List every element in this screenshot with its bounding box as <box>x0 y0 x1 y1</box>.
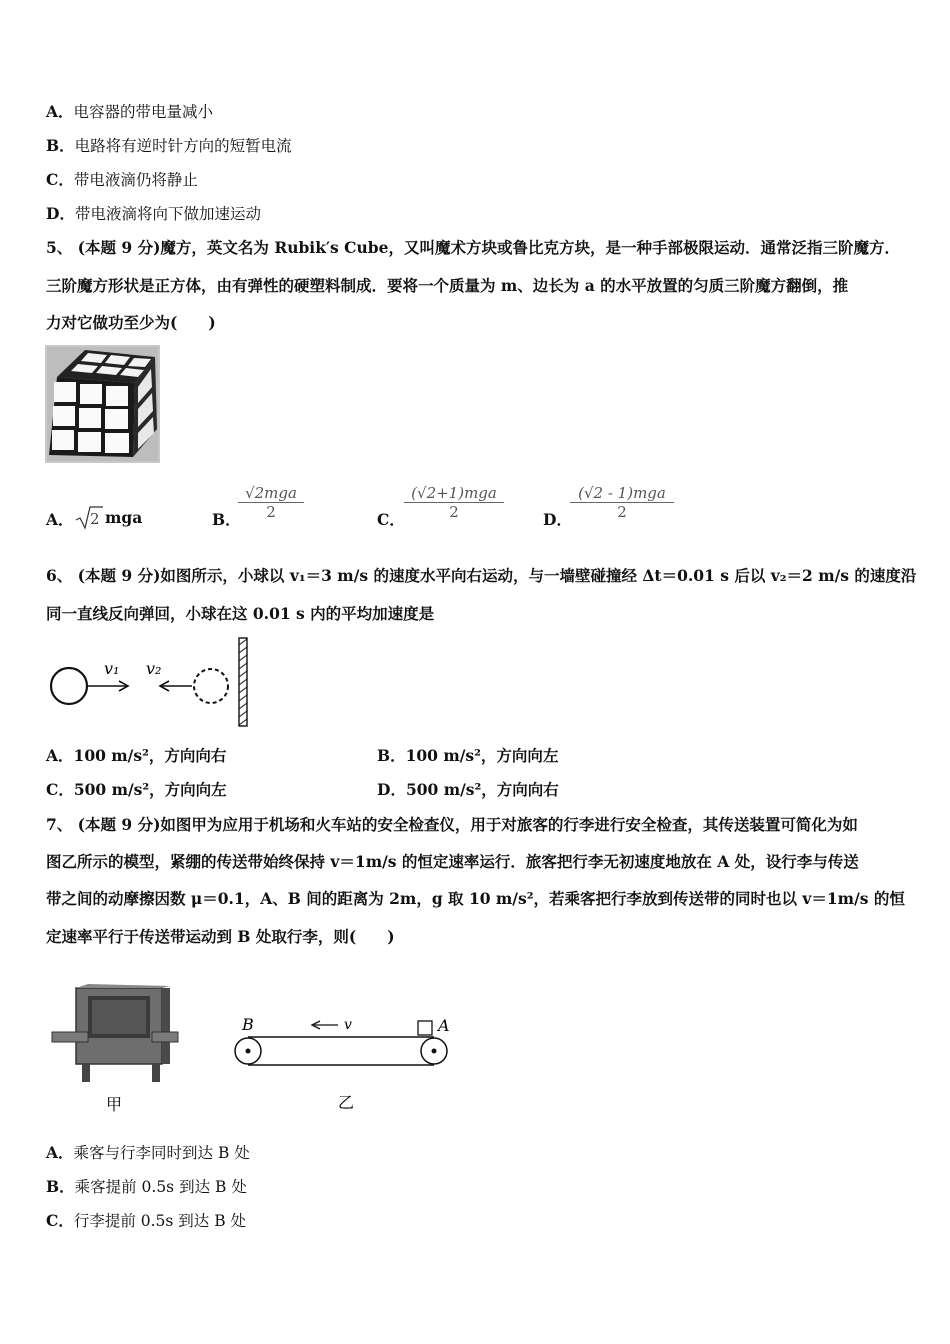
q6-option-a: A．100 m/s²，方向向右 <box>46 746 227 765</box>
security-scanner-image <box>48 982 180 1117</box>
v1-label: v₁ <box>104 659 120 678</box>
q4-option-a: A．电容器的带电量减小 <box>46 102 214 121</box>
q7-option-c: C．行李提前 0.5s 到达 B 处 <box>46 1211 247 1230</box>
q5-stem-line1: 5、 (本题 9 分)魔方，英文名为 Rubik′s Cube，又叫魔术方块或鲁比克方块，是一种手部极限运动．通常泛指三阶魔方． <box>46 238 900 257</box>
q5-option-a-label: A． <box>46 510 74 529</box>
q5-option-d-label: D． <box>543 510 572 529</box>
fig-jia-label: 甲 <box>106 1095 123 1114</box>
q5-option-d-fraction: (√2 - 1)mga 2 <box>570 484 674 521</box>
point-b-label: B <box>242 1015 254 1034</box>
q7-option-a: A．乘客与行李同时到达 B 处 <box>46 1143 250 1162</box>
q7-option-b: B．乘客提前 0.5s 到达 B 处 <box>46 1177 247 1196</box>
q5-stem-line2: 三阶魔方形状是正方体，由有弹性的硬塑料制成．要将一个质量为 m、边长为 a 的水平放置的匀质三阶魔方翻倒，推 <box>46 276 849 295</box>
q5-option-c-label: C． <box>377 510 405 529</box>
q5-option-c-fraction: (√2+1)mga 2 <box>404 484 504 521</box>
q5-stem-line3: 力对它做功至少为( ) <box>46 313 216 332</box>
q4-option-c: C．带电液滴仍将静止 <box>46 170 198 189</box>
q7-stem-line3: 带之间的动摩擦因数 μ＝0.1，A、B 间的距离为 2m，g 取 10 m/s²，若乘客把行李放到传送带的同时也以 v＝1m/s 的恒 <box>46 889 905 908</box>
q5-option-a-radicand: 2 <box>90 510 100 528</box>
point-a-label: A <box>438 1016 450 1035</box>
q6-option-b: B．100 m/s²，方向向左 <box>377 746 559 765</box>
q4-option-d: D．带电液滴将向下做加速运动 <box>46 204 261 223</box>
q5-option-a-text: mga <box>105 508 143 527</box>
q5-option-b-fraction: √2mga 2 <box>238 484 304 521</box>
ball-solid <box>51 668 87 704</box>
ball-dashed <box>194 669 228 703</box>
q6-stem-line2: 同一直线反向弹回，小球在这 0.01 s 内的平均加速度是 <box>46 604 435 623</box>
q6-option-c: C．500 m/s²，方向向左 <box>46 780 227 799</box>
luggage-box <box>418 1021 432 1035</box>
conveyor-belt-diagram <box>230 1010 460 1120</box>
q4-option-b: B．电路将有逆时针方向的短暂电流 <box>46 136 292 155</box>
q7-stem-line2: 图乙所示的模型，紧绷的传送带始终保持 v＝1m/s 的恒定速率运行．旅客把行李无初速度地放在 A 处，设行李与传送 <box>46 852 859 871</box>
fig-yi-label: 乙 <box>338 1093 355 1112</box>
q6-option-d: D．500 m/s²，方向向右 <box>377 780 559 799</box>
q7-stem-line4: 定速率平行于传送带运动到 B 处取行李，则( ) <box>46 927 395 946</box>
q7-stem-line1: 7、 (本题 9 分)如图甲为应用于机场和火车站的安全检查仪，用于对旅客的行李进行安全检查，其传送装置可简化为如 <box>46 815 858 834</box>
q5-option-b-label: B． <box>212 510 241 529</box>
rubiks-cube-image <box>45 345 160 463</box>
ball-wall-diagram <box>44 635 259 730</box>
v2-label: v₂ <box>146 659 162 678</box>
velocity-label: v <box>344 1017 352 1033</box>
q6-stem-line1: 6、 (本题 9 分)如图所示，小球以 v₁＝3 m/s 的速度水平向右运动，与一墙壁碰撞经 Δt＝0.01 s 后以 v₂＝2 m/s 的速度沿 <box>46 566 917 585</box>
